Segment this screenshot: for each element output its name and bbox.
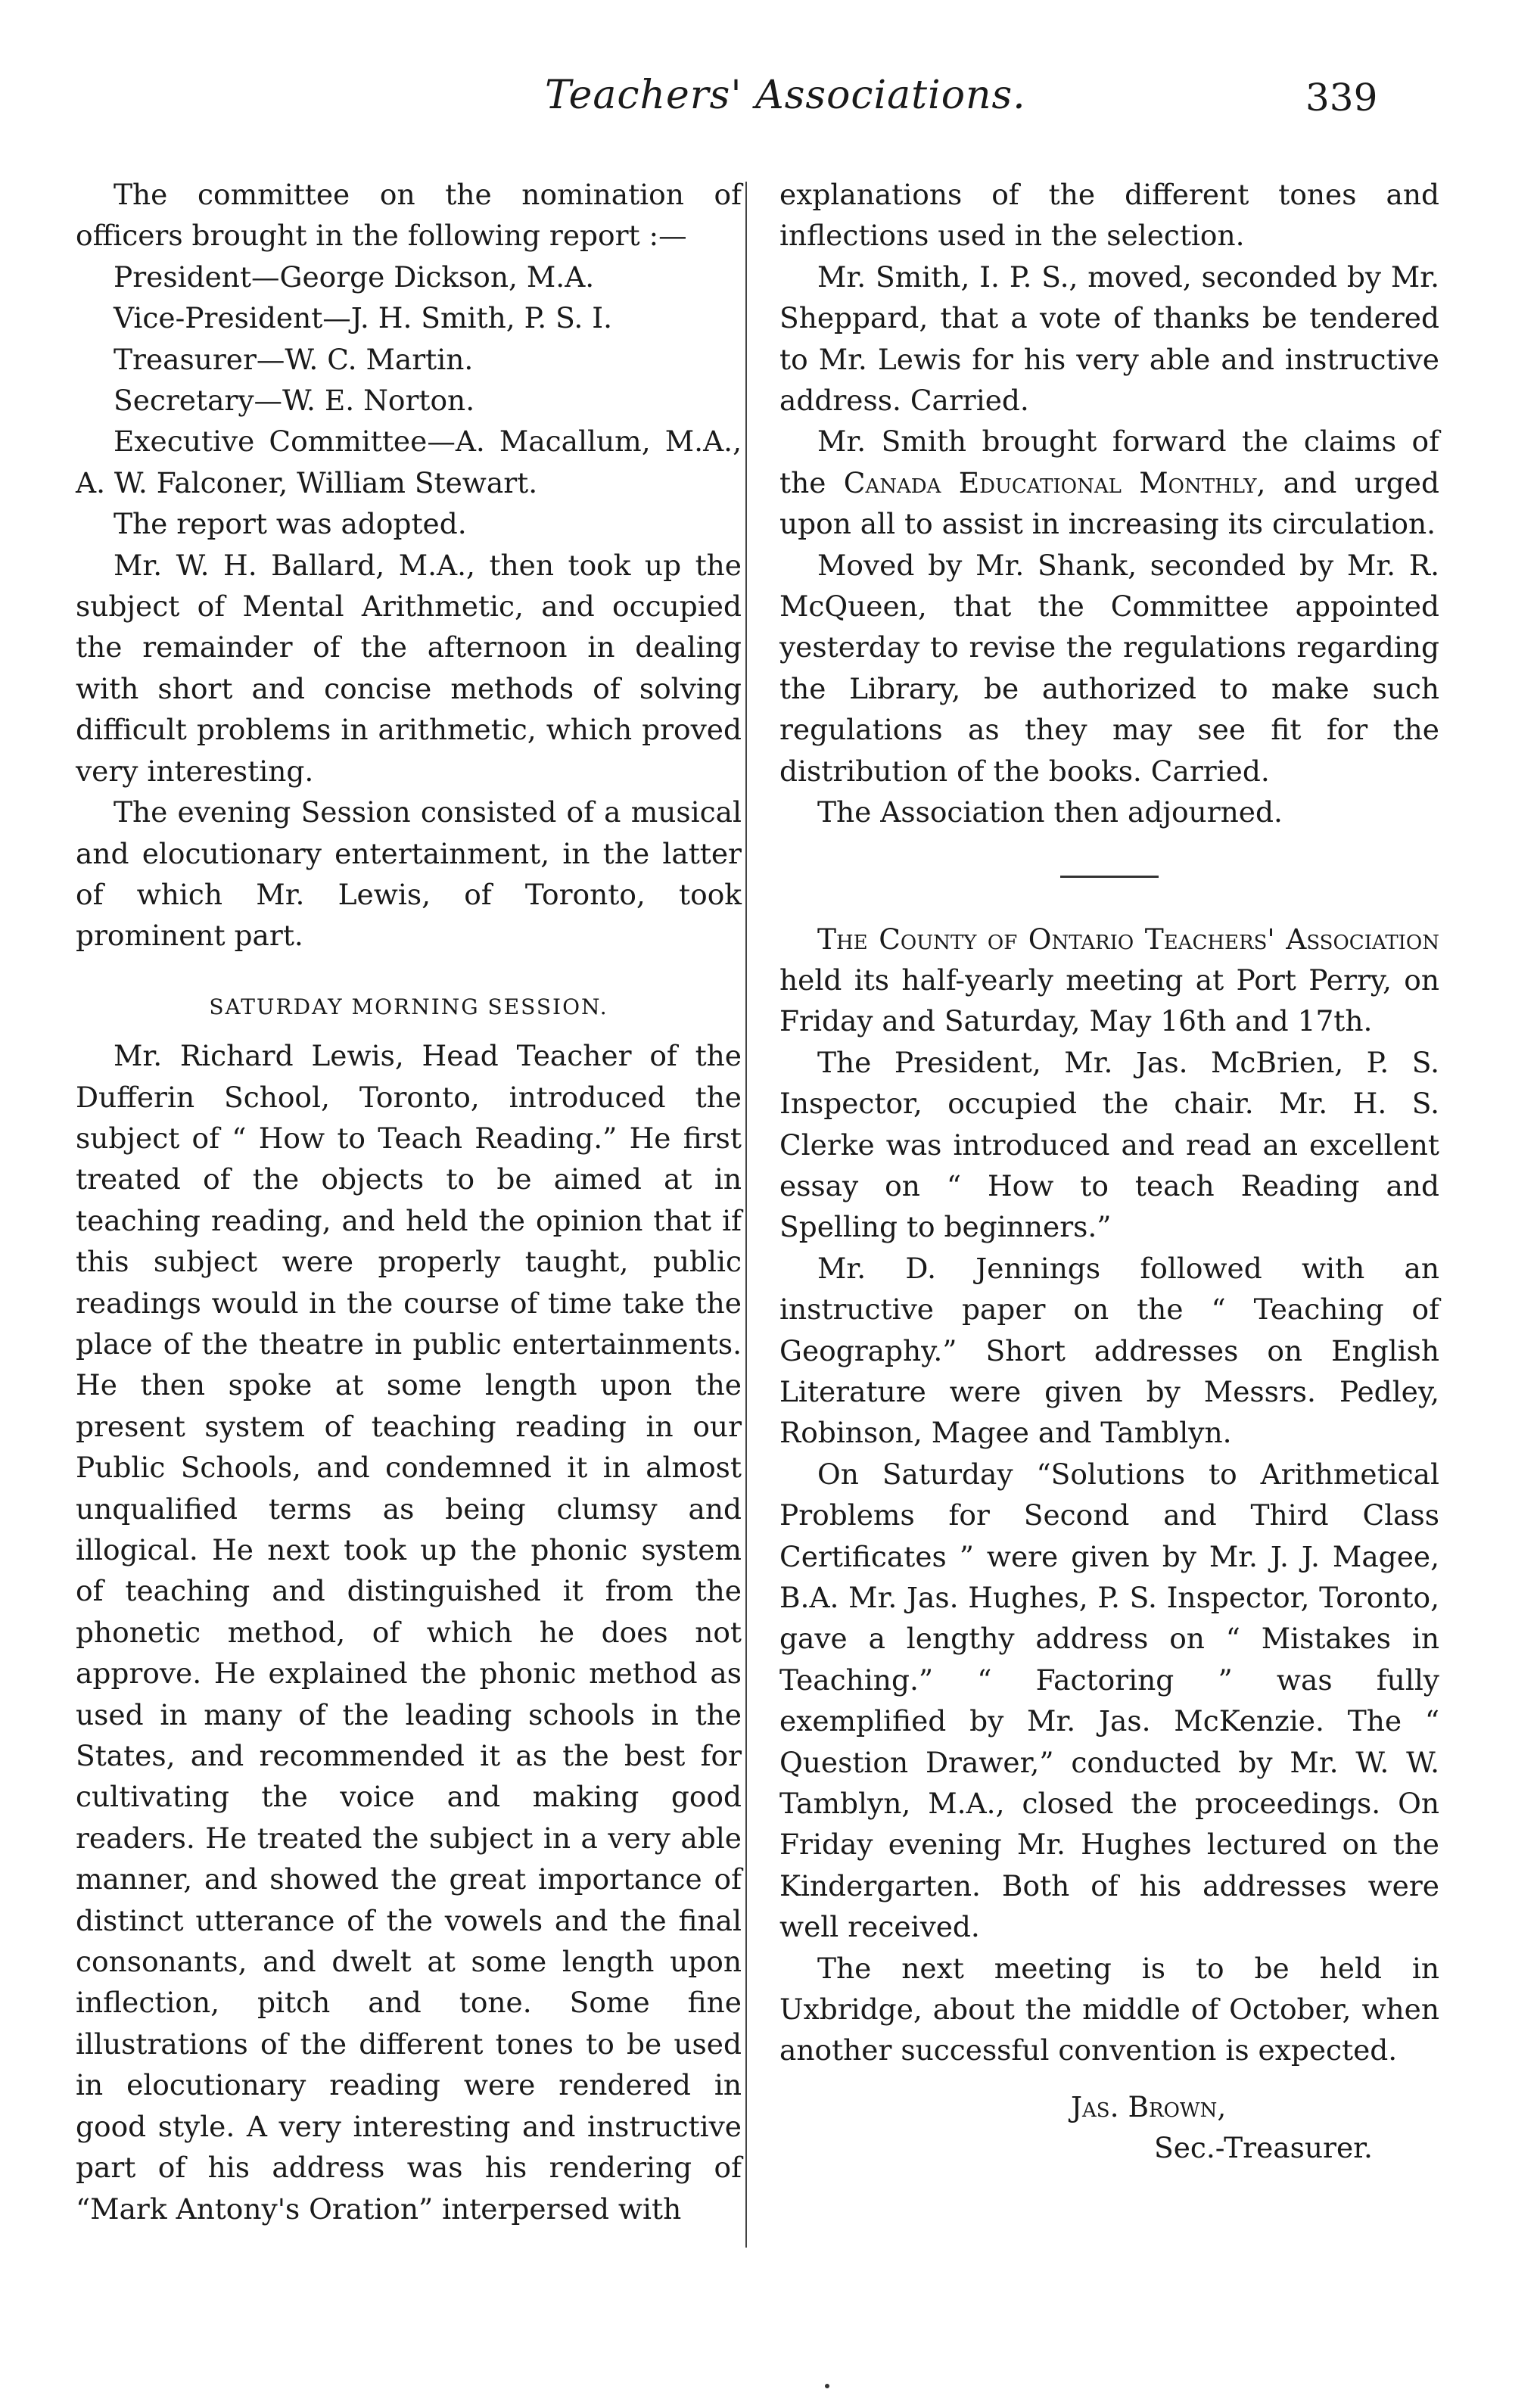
- right-column: [779, 174, 1439, 2169]
- ontario-paragraph: [779, 919, 1439, 1042]
- shank-motion-paragraph: Moved by Mr. Shank, seconded by Mr. R. McQueen, that the Committee appointed yesterday to revise the regulations regarding the Library, be authorized to make such regulations as they may see fit for the distribution of the books. Carried.: [779, 548, 1439, 788]
- adjourned-paragraph: The Association then adjourned.: [817, 795, 1283, 829]
- vote-of-thanks-paragraph: Mr. Smith, I. P. S., moved, seconded by Mr. Sheppard, that a vote of thanks be tendered to Mr. Lewis for his very able and instructive address. Carried.: [779, 260, 1439, 418]
- ontario-text: held its half-yearly meeting at Port Perry, on Friday and Saturday, May 16th and 17th.: [779, 963, 1439, 1038]
- monthly-text-b: , and urged upon all to assist in increasing its circulation.: [779, 465, 1439, 541]
- signature-title: Sec.-Treasurer.: [1154, 2131, 1373, 2165]
- next-meeting-paragraph: The next meeting is to be held in Uxbridge, about the middle of October, when another successful convention is expected.: [779, 1951, 1439, 2067]
- officer-executive: Executive Committee—A. Macallum, M.A., A. W. Falconer, William Stewart.: [76, 425, 742, 499]
- officer-president: President—George Dickson, M.A.: [114, 260, 595, 294]
- committee-paragraph: The committee on the nomination of officers brought in the following report :—: [76, 178, 742, 253]
- running-title: Teachers' Associations.: [545, 73, 1026, 118]
- column-divider: [745, 182, 747, 2248]
- continued-paragraph: explanations of the different tones and inflections used in the selection.: [779, 178, 1439, 253]
- monthly-title: Canada Educational Monthly: [843, 465, 1257, 499]
- report-adopted: The report was adopted.: [114, 507, 467, 541]
- page-number: 339: [1305, 76, 1378, 120]
- signature-name: Jas. Brown,: [1071, 2089, 1227, 2123]
- officer-secretary: Secretary—W. E. Norton.: [114, 384, 475, 418]
- print-speck: [825, 2384, 829, 2388]
- saturday-paragraph: On Saturday “Solutions to Arithmetical Problems for Second and Third Class Certificates ” were given by Mr. J. J. Magee, B.A. Mr. Jas. Hughes, P. S. Inspector, Toronto, gave a lengthy address on “ Mistakes in Teaching.” “ Factoring ” was fully exemplified by Mr. Jas. McKenzie. The “ Question Drawer,” conducted by Mr. W. W. Tamblyn, M.A., closed the proceedings. On Friday evening Mr. Hughes lectured on the Kindergarten. Both of his addresses were well received.: [779, 1457, 1439, 1944]
- president-paragraph: The President, Mr. Jas. McBrien, P. S. Inspector, occupied the chair. Mr. H. S. Clerke was introduced and read an excellent essay on “ How to teach Reading and Spelling to beginners.”: [779, 1045, 1439, 1244]
- section-separator: [1060, 876, 1159, 878]
- monthly-paragraph: [779, 421, 1439, 544]
- lewis-paragraph: Mr. Richard Lewis, Head Teacher of the Dufferin School, Toronto, introduced the subject of “ How to Teach Reading.” He first treated of the objects to be aimed at in teaching reading, and held the opinion that if this subject were properly taught, public readings would in the course of time take the place of the theatre in public entertainments. He then spoke at some length upon the present system of teaching reading in our Public Schools, and condemned it in almost unqualified terms as being clumsy and illogical. He next took up the phonic system of teaching and distinguished it from the phonetic method, of which he does not approve. He explained the phonic method as used in many of the leading schools in the States, and recommended it as the best for cultivating the voice and making good readers. He treated the subject in a very able manner, and showed the great importance of distinct utterance of the vowels and the final consonants, and dwelt at some length upon inflection, pitch and tone. Some fine illustrations of the different tones to be used in elocutionary reading were rendered in good style. A very interesting and instructive part of his address was his rendering of “Mark Antony's Oration” interpersed with: [76, 1039, 742, 2226]
- officer-treasurer: Treasurer—W. C. Martin.: [114, 342, 474, 376]
- monthly-text-a: Mr. Smith brought forward the claims of the: [779, 425, 1439, 499]
- ontario-association-name: The County of Ontario Teachers' Association: [817, 922, 1439, 956]
- evening-session-paragraph: The evening Session consisted of a musical and elocutionary entertainment, in the latter of which Mr. Lewis, of Toronto, took prominent part.: [76, 795, 742, 953]
- section-heading: SATURDAY MORNING SESSION.: [209, 994, 608, 1019]
- officer-vice-president: Vice-President—J. H. Smith, P. S. I.: [114, 301, 612, 335]
- jennings-paragraph: Mr. D. Jennings followed with an instructive paper on the “ Teaching of Geography.” Short addresses on English Literature were given by Messrs. Pedley, Robinson, Magee and Tamblyn.: [779, 1251, 1439, 1450]
- ballard-paragraph: Mr. W. H. Ballard, M.A., then took up the subject of Mental Arithmetic, and occupied the remainder of the afternoon in dealing with short and concise methods of solving difficult problems in arithmetic, which proved very interesting.: [76, 548, 742, 788]
- page-header: [0, 73, 1537, 133]
- left-column: [76, 174, 742, 2229]
